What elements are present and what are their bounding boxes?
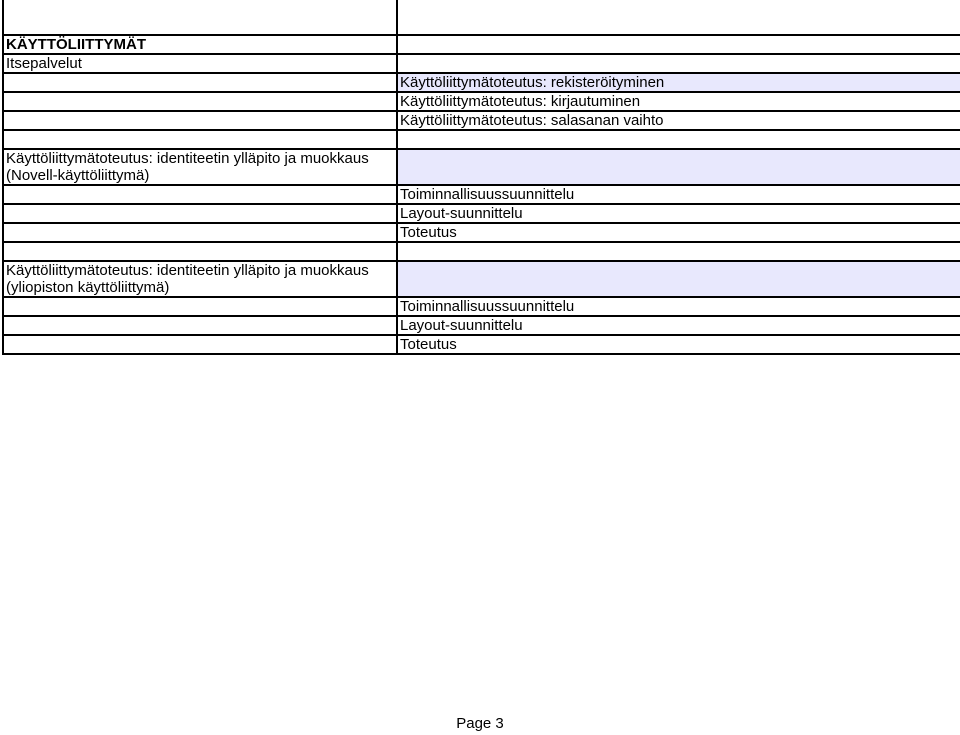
- table-row: [3, 0, 960, 35]
- university-section-line2: (yliopiston käyttöliittymä): [6, 279, 170, 296]
- university-task-implementation: Toteutus: [397, 335, 960, 354]
- table-row: [3, 223, 960, 242]
- novell-task-functional-design: Toiminnallisuussuunnittelu: [397, 185, 960, 204]
- table-row: [3, 335, 960, 354]
- table-row: [3, 73, 960, 92]
- section-subtitle: Itsepalvelut: [3, 54, 397, 73]
- cell: [3, 204, 397, 223]
- novell-section-line2: (Novell-käyttöliittymä): [6, 167, 150, 184]
- cell: [3, 0, 397, 35]
- cell: [3, 111, 397, 130]
- university-task-functional-design: Toiminnallisuussuunnittelu: [397, 297, 960, 316]
- cell: [397, 35, 960, 54]
- cell: [3, 73, 397, 92]
- cell: [3, 223, 397, 242]
- cell: [397, 130, 960, 149]
- cell: [397, 261, 960, 297]
- task-password-change: Käyttöliittymätoteutus: salasanan vaihto: [397, 111, 960, 130]
- task-registration: Käyttöliittymätoteutus: rekisteröityminen: [397, 73, 960, 92]
- table-row: [3, 130, 960, 149]
- table-row: [3, 111, 960, 130]
- table-row: [3, 54, 960, 73]
- table-row: [3, 35, 960, 54]
- cell: [3, 130, 397, 149]
- table-row: [3, 316, 960, 335]
- cell: [397, 0, 960, 35]
- cell: [3, 185, 397, 204]
- novell-task-implementation: Toteutus: [397, 223, 960, 242]
- cell: [3, 92, 397, 111]
- cell: [397, 54, 960, 73]
- task-login: Käyttöliittymätoteutus: kirjautuminen: [397, 92, 960, 111]
- table-row: [3, 204, 960, 223]
- cell: [3, 335, 397, 354]
- page-number: Page 3: [456, 715, 504, 732]
- table-row: [3, 242, 960, 261]
- novell-task-layout-design: Layout-suunnittelu: [397, 204, 960, 223]
- cell: [3, 297, 397, 316]
- cell: [3, 316, 397, 335]
- cell: [3, 242, 397, 261]
- spreadsheet-table: [2, 0, 960, 355]
- cell: [397, 149, 960, 185]
- sheet-title: KÄYTTÖLIITTYMÄT: [3, 35, 397, 54]
- novell-section-header: [3, 149, 397, 185]
- university-task-layout-design: Layout-suunnittelu: [397, 316, 960, 335]
- table-row: [3, 261, 960, 297]
- university-section-header: [3, 261, 397, 297]
- table-row: [3, 297, 960, 316]
- cell: [397, 242, 960, 261]
- table-row: [3, 92, 960, 111]
- novell-section-line1: Käyttöliittymätoteutus: identiteetin ylläpito ja muokkaus: [6, 150, 369, 167]
- table-row: [3, 185, 960, 204]
- table-row: [3, 149, 960, 185]
- university-section-line1: Käyttöliittymätoteutus: identiteetin ylläpito ja muokkaus: [6, 262, 369, 279]
